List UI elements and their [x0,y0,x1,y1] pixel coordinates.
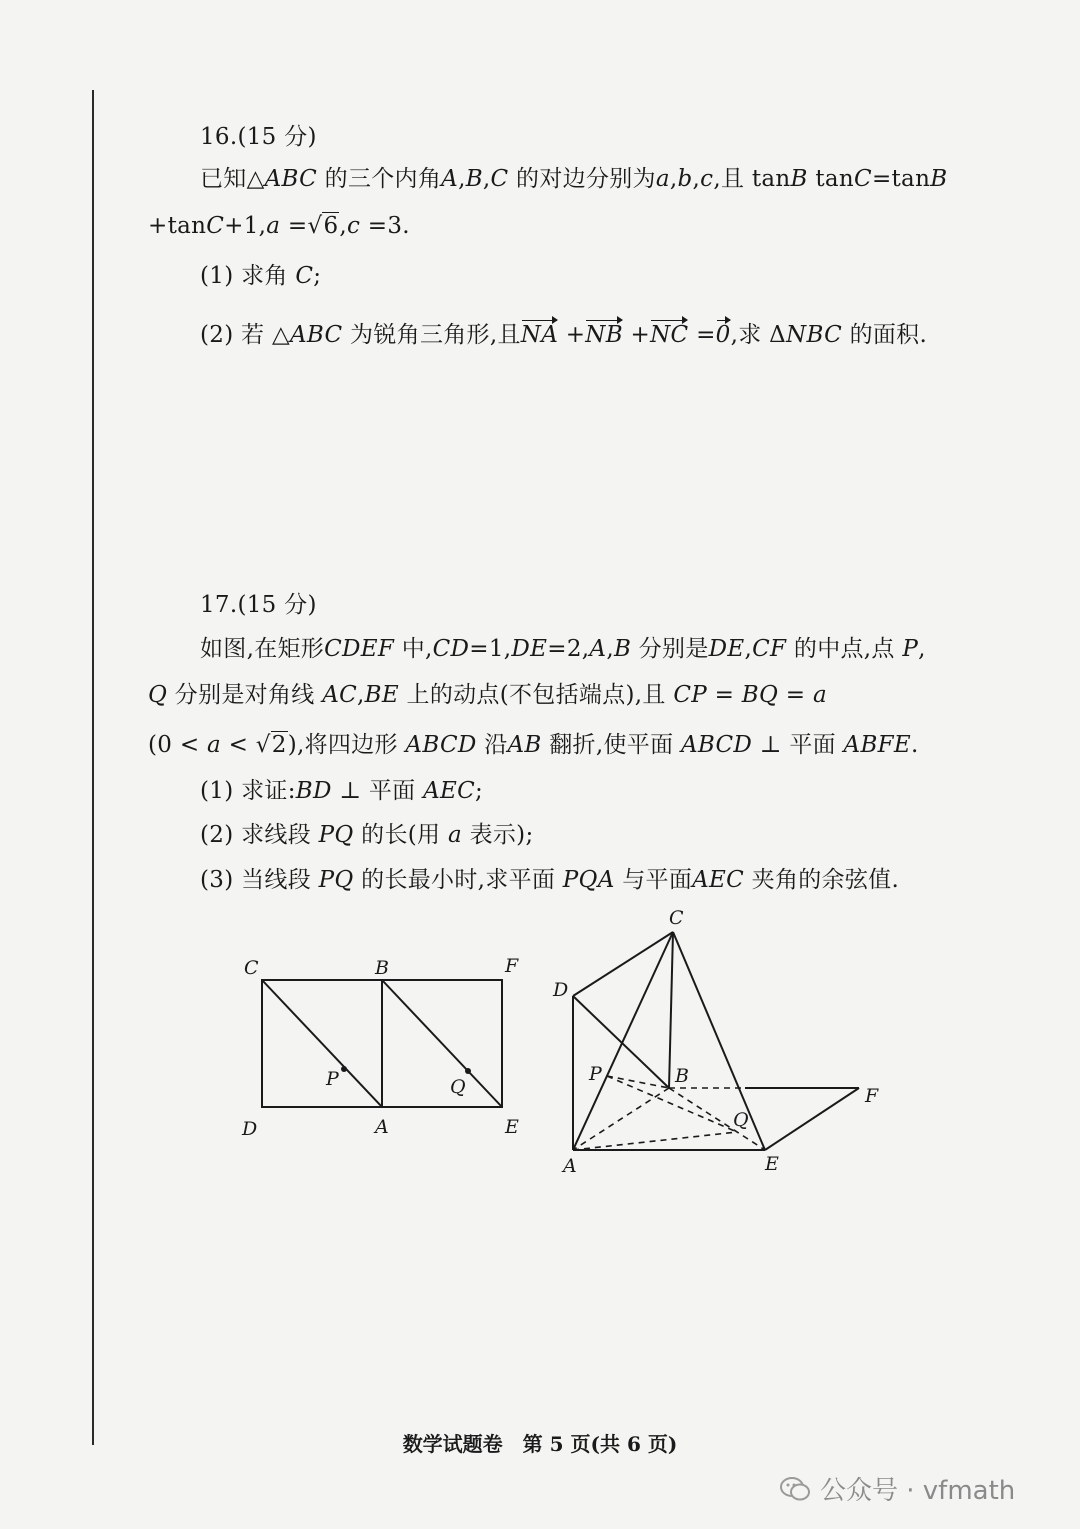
q17-stem-line1: 如图,在矩形CDEF 中,CD=1,DE=2,A,B 分别是DE,CF 的中点,点 P, [200,636,926,662]
dashed-be [669,1088,765,1150]
segment-ce [673,932,765,1150]
q16-part2: (2) 若 △ABC 为锐角三角形,且NA +NB +NC =0,求 ΔNBC 的面积. [200,322,928,348]
label-f: F [865,1085,879,1107]
q17-part2: (2) 求线段 PQ 的长(用 a 表示); [200,822,534,848]
segment-cb [669,932,673,1088]
q16-stem-line2: +tanC+1,a =√6,c =3. [148,213,410,239]
q16-stem-line1: 已知△ABC 的三个内角A,B,C 的对边分别为a,b,c,且 tanB tanC=tanB [200,166,948,192]
rectangle-figure [230,950,540,1150]
segment-db [573,996,669,1088]
label-a: A [563,1155,577,1177]
label-p: P [589,1063,602,1085]
wechat-icon [780,1476,810,1502]
dashed-pq [607,1076,737,1132]
diagonal-be [382,980,502,1107]
diagonal-ca [262,980,382,1107]
label-q: Q [450,1076,466,1098]
label-a: A [375,1116,389,1138]
q17-stem-line3: (0 < a < √2),将四边形 ABCD 沿AB 翻折,使平面 ABCD ⊥ 平面 ABFE. [148,732,919,758]
label-p: P [326,1068,339,1090]
margin-line [92,90,94,1445]
label-c: C [669,907,684,929]
watermark [780,1470,1015,1507]
q16-part1: (1) 求角 C; [200,263,322,289]
point-p [341,1066,347,1072]
folded-figure [545,900,895,1185]
label-e: E [765,1153,779,1175]
q16-header: 16.(15 分) [200,124,317,150]
label-f: F [505,955,519,977]
label-c: C [244,957,259,979]
q17-part1: (1) 求证:BD ⊥ 平面 AEC; [200,778,484,804]
segment-ef [765,1088,859,1150]
point-q [465,1068,471,1074]
label-d: D [553,979,569,1001]
q17-header: 17.(15 分) [200,592,317,618]
q17-part3: (3) 当线段 PQ 的长最小时,求平面 PQA 与平面AEC 夹角的余弦值. [200,867,900,893]
label-e: E [505,1116,519,1138]
page-footer: 数学试题卷 第 5 页(共 6 页) [402,1432,678,1456]
q17-stem-line2: Q 分别是对角线 AC,BE 上的动点(不包括端点),且 CP = BQ = a [148,682,827,708]
watermark-text: 公众号 · vfmath [820,1476,1016,1506]
label-b: B [375,957,389,979]
label-q: Q [733,1109,749,1131]
dashed-aq [573,1132,737,1150]
label-d: D [242,1118,258,1140]
label-b: B [675,1065,689,1087]
